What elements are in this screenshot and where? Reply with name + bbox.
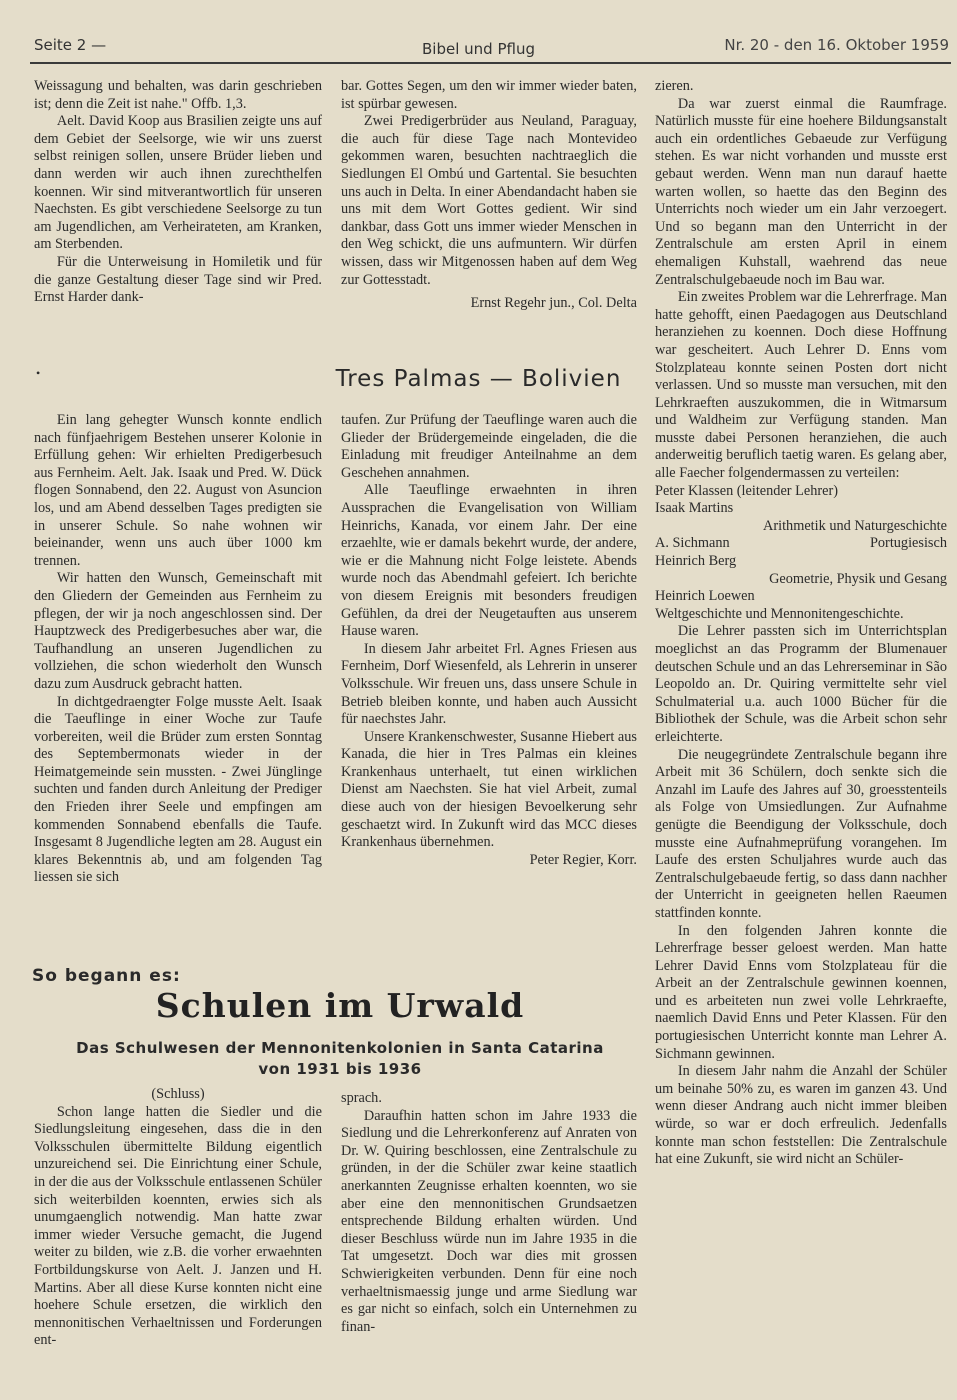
paragraph: Die Lehrer passten sich im Unterrichtsplan moeglichst an das Programm der Blumenauer deutschen Schule und an das Lehrerseminar in São Leopoldo an. Dr. Quiring vermittelte sehr viel Schulmaterial u.a. auch 1000 Bücher für die Bibliothek der Schule, was die Arbeit schon sehr erleichterte. <box>655 623 947 745</box>
paragraph: In dichtgedraengter Folge musste Aelt. Isaak die Taeuflinge in einer Woche zur Taufe vorbereiten, weil die Brüder zum ersten Sonntag des Septembermonats wieder in der Heimatgemeinde sein mussten. - Zwei Jünglinge suchten und fanden durch Anleitung der Prediger den Frieden ihrer Seele und empfingen am kommenden Sonnabend ebenfalls die Taufe. Insgesamt 8 Jugendliche legten am 28. August ein klares Bekenntnis ab, und am folgenden Tag liessen sie sich <box>34 693 322 886</box>
paragraph: In diesem Jahr nahm die Anzahl der Schüler um beinahe 50% zu, es waren im ganzen 43. Und wenn dieser Andrang auch nicht immer bleiben würde, so war er doch erfreulich. Jedenfalls konnte man schon feststellen: Die Zentralschule hat eine Zukunft, sie wird nicht an Schüler- <box>655 1063 947 1168</box>
paragraph: In den folgenden Jahren konnte die Lehrerfrage besser geloest werden. Man hatte Lehrer David Enns vom Stolzplateau für die Arbeit an der Zentralschule gewinnen koennen, und es arbeiteten nun zwei volle Lehrkraefte, naemlich David Enns und Peter Klassen. Für den portugiesischen Unterricht konnte man Lehrer A. Sichmann gewinnen. <box>655 922 947 1062</box>
header-rule <box>30 62 951 64</box>
schluss-note: (Schluss) <box>151 1086 205 1102</box>
paragraph: sprach. <box>341 1090 382 1106</box>
teacher-line: Heinrich Loewen <box>655 588 755 605</box>
paragraph: Aelt. David Koop aus Brasilien zeigte uns auf dem Gebiet der Seelsorge, wie wir uns zuerst selbst reinigen sollen, unsere Brüder lieben und dann werden wir auch ihnen zurechthelfen koennen. Wir sind mitverantwortlich für unseren Naechsten. Es gibt verschiedene Seelsorge zu tun am Jugendlichen, am Verheirateten, am Kranken, am Sterbenden. <box>34 113 322 253</box>
paragraph: zieren. <box>655 78 694 94</box>
page-header <box>0 0 957 64</box>
publication-title: Bibel und Pflug <box>422 40 535 58</box>
teacher-subject: Portugiesisch <box>869 535 947 552</box>
page-number: Seite 2 — <box>34 36 107 54</box>
tres-palmas-left-column <box>34 412 322 887</box>
teacher-line: Isaak Martins <box>655 500 734 517</box>
teacher-line: Heinrich Berg <box>655 553 737 570</box>
teacher-line <box>655 535 947 553</box>
kicker: So begann es: <box>32 966 181 986</box>
paragraph: Daraufhin hatten schon im Jahre 1933 die Siedlung und die Lehrerkonferenz auf Anraten von Dr. W. Quiring beschlossen, eine Zentralschule zu gründen, in der die Schüler zwar keine staatlich anerkannten Zeugnisse erhalten koennten, wo sie aber eine den mennonitischen Grundsaetzen entsprechende Bildung erhalten würden. Und dieser Beschluss würde nun im Jahre 1935 in die Tat umgesetzt. Doch war dies mit grossen Schwierigkeiten verbunden. Denn für eine noch verhaeltnismaessig junge und arme Siedlung war es gar nicht so einfach, solch ein Unternehmen zu finan- <box>341 1107 637 1335</box>
signature: Ernst Regehr jun., Col. Delta <box>470 295 637 312</box>
top-middle-column <box>341 78 637 313</box>
top-left-column <box>34 78 322 307</box>
teacher-line: Peter Klassen (leitender Lehrer) <box>655 482 838 499</box>
schulen-middle-column <box>341 1090 637 1336</box>
teacher-subject: Arithmetik und Naturgeschichte <box>763 517 947 534</box>
paragraph: taufen. Zur Prüfung der Taeuflinge waren auch die Glieder der Brüdergemeinde eingeladen, die die Einladung mit freudiger Anteilnahme an dem Geschehen annahmen. <box>341 412 637 481</box>
paragraph: Schon lange hatten die Siedler und die Siedlungsleitung eingesehen, dass die in den Volksschulen übermittelte Bildung eigentlich unzureichend sei. Die Einrichtung einer Schule, in der die aus der Volksschule entlassenen Schüler sich weiterbilden koennten, erwies sich als unumgaenglich notwendig. Man hatte zwar immer wieder Versuche gemacht, die Jugend weiter zu bilden, wie z.B. die vorher erwaehnten Fortbildungskurse von Aelt. J. Janzen und H. Martins. Aber all diese Kurse konnten nicht eine hoehere Schule ersetzen, die wirklich den mennonitischen Verhaeltnissen und Forderungen ent- <box>34 1103 322 1349</box>
teacher-name: A. Sichmann <box>655 535 730 552</box>
article-subtitle: Das Schulwesen der Mennonitenkolonien in Santa Catarina <box>76 1039 604 1057</box>
teacher-subject: Geometrie, Physik und Gesang <box>769 570 947 587</box>
paragraph: Da war zuerst einmal die Raumfrage. Natürlich musste für eine hoehere Bildungsanstalt auch ein ordentliches Gebaeude zur Verfügung stehen. Es war nicht vorhanden und musste erst gebaut werden. Wenn man nun darauf haette warten wollen, so haette das den Beginn des Unterrichts noch wieder um ein Jahr verzoegert. Und so begann man den Unterricht in der Zentralschule am ersten April in einem ehemaligen Kuhstall, waehrend das neue Zentralschulgebaeude noch im Bau war. <box>655 95 947 288</box>
article-title-tres-palmas: Tres Palmas — Bolivien <box>335 366 622 392</box>
issue-date: Nr. 20 - den 16. Oktober 1959 <box>724 36 949 54</box>
signature: Peter Regier, Korr. <box>529 851 637 868</box>
paragraph: Für die Unterweisung in Homiletik und für die ganze Gestaltung dieser Tage sind wir Pred. Ernst Harder dank- <box>34 253 322 306</box>
article-title-schulen: Schulen im Urwald <box>155 986 525 1025</box>
paragraph: Alle Taeuflinge erwaehnten in ihren Aussprachen die Evangelisation von William Heinrichs, Kanada, vor einem Jahr. Der eine erzaehlte, wie er damals bekehrt wurde, der andere, wie er die Mahnung nicht Folge leistete. Abends wurde noch das Abendmahl gefeiert. Ich berichte von diesem Ereignis mit besonders freudigen Gefühlen, da drei der Neugetauften aus unserem Hause waren. <box>341 482 637 640</box>
paragraph: Unsere Krankenschwester, Susanne Hiebert aus Kanada, die hier in Tres Palmas ein kleines Krankenhaus unterhaelt, tut einen wirklichen Dienst am Naechsten. Sie hat viel Arbeit, zumal diese auch von der hiesigen Bevoelkerung sehr geschaetzt wird. In Zukunft wird das MCC dieses Krankenhaus übernehmen. <box>341 728 637 851</box>
paragraph: bar. Gottes Segen, um den wir immer wieder baten, ist spürbar gewesen. <box>341 78 637 112</box>
schulen-left-column <box>34 1086 322 1350</box>
article-subtitle-years: von 1931 bis 1936 <box>258 1060 422 1078</box>
paragraph: Die neugegründete Zentralschule begann ihre Arbeit mit 36 Schülern, doch senkte sich die Anzahl im Laufe des Jahres auf 30, groesstenteils als Folge von Umsiedlungen. Zur Aufnahme genügte die Beendigung der Volksschule, doch musste eine Aufnahmeprüfung vorangehen. Im Laufe des ersten Schuljahres wurde auch das Zentralschulgebaeude fertig, so dass dann nachher der Unterricht in geeigneten hellen Raeumen stattfinden konnte. <box>655 746 947 921</box>
paragraph: Zwei Predigerbrüder aus Neuland, Paraguay, die auch für diese Tage nach Montevideo gekommen waren, besuchten nachtraeglich die Siedlungen El Ombú und Gartental. Sie besuchten uns auch in Delta. In einer Abendandacht haben sie uns mit dem Wort Gottes gedient. Wir sind dankbar, dass Gott uns immer wieder Menschen in den Weg schickt, die uns aufmuntern. Wir dürfen wissen, dass wir Mitgenossen haben auf dem Weg zur Gottesstadt. <box>341 113 637 288</box>
right-column <box>655 78 947 1169</box>
tres-palmas-middle-column <box>341 412 637 869</box>
bullet-dot: • <box>36 366 41 380</box>
paragraph: Ein zweites Problem war die Lehrerfrage. Man hatte gehofft, einen Paedagogen aus Deutschland heranziehen zu koennen. Doch diese Hoffnung war gescheitert. Auch Lehrer D. Enns vom Stolzplateau konnte seinen Posten dort nicht verlassen. Und so musste man versuchen, mit den Lehrkraeften auszukommen, die in Witmarsum und Waldheim zur Verfügung standen. Man musste dabei Personen heranziehen, die auch anderweitig beruflich taetig waren. Es gelang aber, alle Faecher folgendermassen zu verteilen: <box>655 289 947 482</box>
paragraph: Wir hatten den Wunsch, Gemeinschaft mit den Gliedern der Gemeinden aus Fernheim zu pflegen, der wir ja noch angeschlossen sind. Der Hauptzweck des Predigerbesuches aber war, die Taufhandlung an unseren Jugendlichen zu vollziehen, die schon wiederholt den Wunsch dazu zum Ausdruck gebracht hatten. <box>34 570 322 692</box>
paragraph: Weissagung und behalten, was darin geschrieben ist; denn die Zeit ist nahe." Offb. 1,3. <box>34 78 322 112</box>
teacher-subject: Weltgeschichte und Mennonitengeschichte. <box>655 605 904 622</box>
paragraph: In diesem Jahr arbeitet Frl. Agnes Friesen aus Fernheim, Dorf Wiesenfeld, als Lehrerin in unserer Volksschule. Wir freuen uns, dass unsere Schule in Betrieb bleiben konnte, und haben auch Aussicht für naechstes Jahr. <box>341 640 637 728</box>
paragraph: Ein lang gehegter Wunsch konnte endlich nach fünfjaehrigem Bestehen unserer Kolonie in Erfüllung gehen: Wir erhielten Predigerbesuch aus Fernheim. Aelt. Jak. Isaak und Pred. W. Dück flogen Sonnabend, den 22. August von Asuncion los, und am Abend desselben Tages predigten sie in unserer Schule. So nahe wohnen wir beieinander, wenn uns auch über 1000 km trennen. <box>34 412 322 569</box>
